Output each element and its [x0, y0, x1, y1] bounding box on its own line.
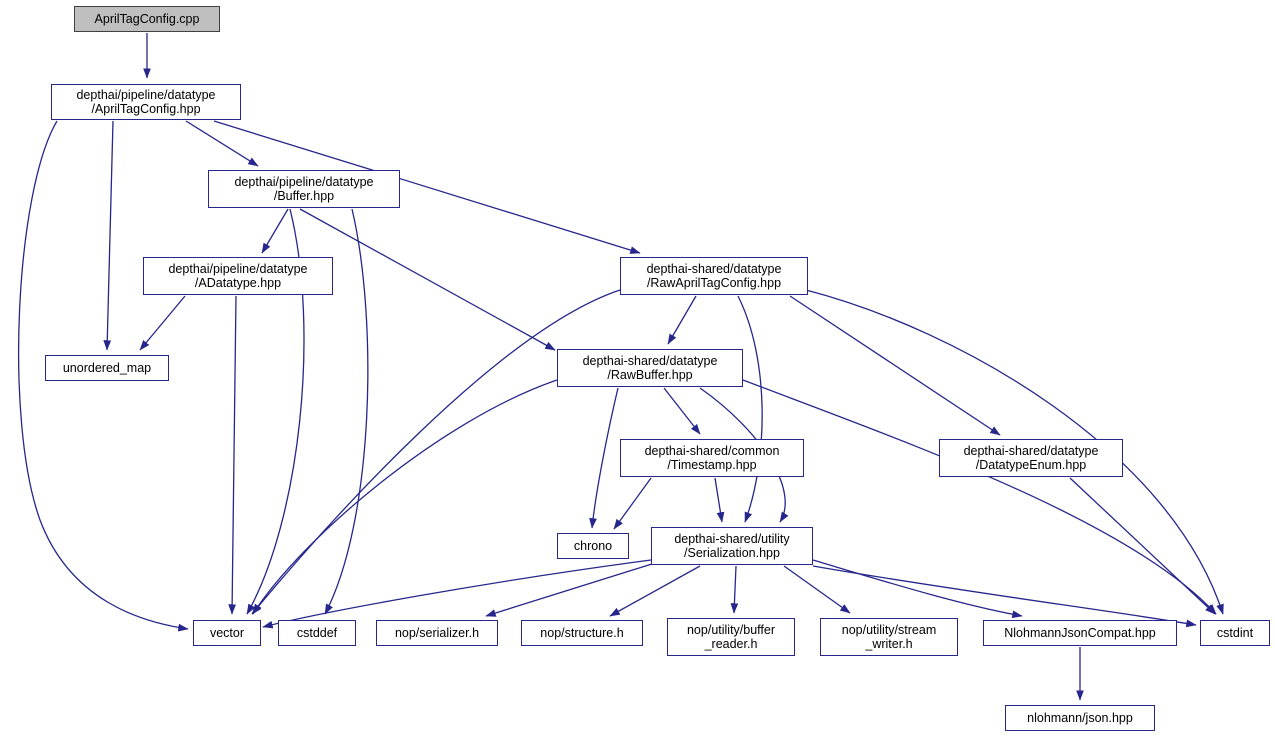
graph-node-depthai-shared-datatype-RawBuffer-hpp[interactable] [557, 349, 743, 387]
graph-node-nop-serializer-h[interactable] [376, 620, 498, 646]
graph-node-vector[interactable] [193, 620, 261, 646]
graph-node-nop-utility-buffer-reader-h[interactable] [667, 618, 795, 656]
node-label-line: depthai-shared/datatype [646, 262, 782, 276]
edge-serialization-to-nlohmannJsonCompat [813, 560, 1022, 616]
graph-node-depthai-pipeline-datatype-Buffer-hpp[interactable] [208, 170, 400, 208]
graph-node-chrono[interactable] [557, 533, 629, 559]
node-label-line: /AprilTagConfig.hpp [91, 102, 201, 116]
graph-node-nop-utility-stream-writer-h[interactable] [820, 618, 958, 656]
node-label-line: depthai-shared/datatype [582, 354, 718, 368]
edge-rawAprilTagConfig-to-rawBuffer [668, 296, 696, 344]
graph-node-depthai-shared-common-Timestamp-hpp[interactable] [620, 439, 804, 477]
node-label-line: NlohmannJsonCompat.hpp [1004, 626, 1156, 640]
graph-node-nop-structure-h[interactable] [521, 620, 643, 646]
edge-timestamp-to-chrono [614, 478, 651, 529]
edge-serialization-to-cstdint [813, 566, 1196, 625]
edge-serialization-to-vector [263, 560, 651, 627]
graph-node-depthai-shared-datatype-RawAprilTagConfig-hpp[interactable] [620, 257, 808, 295]
edge-timestamp-to-serialization [715, 478, 722, 522]
node-label-line: cstddef [296, 626, 338, 640]
edge-rawBuffer-to-timestamp [664, 388, 700, 434]
edge-serialization-to-nopStructure [610, 566, 700, 616]
graph-node-cstdint[interactable] [1200, 620, 1270, 646]
graph-node-NlohmannJsonCompat-hpp[interactable] [983, 620, 1177, 646]
edge-rawAprilTagConfig-to-datatypeEnum [790, 296, 1000, 435]
node-label-line: AprilTagConfig.cpp [94, 12, 200, 26]
edge-datatypeEnum-to-cstdint [1070, 478, 1215, 614]
node-label-line: _reader.h [704, 637, 758, 651]
graph-node-depthai-pipeline-datatype-AprilTagConfig-hpp[interactable] [51, 84, 241, 120]
node-label-line: chrono [573, 539, 613, 553]
edge-rawAprilTagConfig-to-vector [252, 290, 620, 614]
node-label-line: unordered_map [62, 361, 152, 375]
edge-aprilTagConfigHpp-to-unorderedMap [107, 121, 113, 350]
node-label-line: nlohmann/json.hpp [1027, 711, 1133, 725]
edge-adatatype-to-unorderedMap [140, 296, 185, 350]
edge-rawAprilTagConfig-to-serialization [738, 296, 762, 522]
graph-node-depthai-shared-datatype-DatatypeEnum-hpp[interactable] [939, 439, 1123, 477]
node-label-line: depthai/pipeline/datatype [168, 262, 308, 276]
node-label-line: vector [209, 626, 245, 640]
node-label-line: /DatatypeEnum.hpp [975, 458, 1087, 472]
edge-buffer-to-adatatype [262, 209, 288, 253]
node-label-line: /RawBuffer.hpp [607, 368, 693, 382]
node-label-line: _writer.h [865, 637, 913, 651]
graph-node-depthai-pipeline-datatype-ADatatype-hpp[interactable] [143, 257, 333, 295]
node-label-line: /Serialization.hpp [684, 546, 780, 560]
node-label-line: /ADatatype.hpp [194, 276, 282, 290]
node-label-line: nop/utility/stream [841, 623, 937, 637]
node-label-line: /Timestamp.hpp [667, 458, 757, 472]
edge-aprilTagConfigHpp-to-buffer [186, 121, 258, 166]
edge-serialization-to-nopSerializer [486, 563, 655, 616]
node-label-line: depthai/pipeline/datatype [76, 88, 216, 102]
edge-rawBuffer-to-chrono [592, 388, 618, 528]
edge-serialization-to-bufferReader [734, 566, 736, 613]
node-label-line: nop/structure.h [540, 626, 624, 640]
edge-rawBuffer-to-vector [253, 380, 557, 614]
edge-rawBuffer-to-cstdint [743, 380, 1216, 614]
node-label-line: depthai-shared/common [644, 444, 780, 458]
graph-node-depthai-shared-utility-Serialization-hpp[interactable] [651, 527, 813, 565]
node-label-line: cstdint [1216, 626, 1254, 640]
edge-adatatype-to-vector [232, 296, 236, 614]
node-label-line: depthai-shared/utility [674, 532, 790, 546]
graph-node-unordered-map[interactable] [45, 355, 169, 381]
node-label-line: nop/serializer.h [394, 626, 480, 640]
node-label-line: nop/utility/buffer [686, 623, 776, 637]
node-label-line: /Buffer.hpp [273, 189, 335, 203]
node-label-line: /RawAprilTagConfig.hpp [646, 276, 782, 290]
graph-node-cstddef[interactable] [278, 620, 356, 646]
edge-buffer-to-rawBuffer [300, 209, 555, 350]
node-label-line: depthai-shared/datatype [963, 444, 1099, 458]
edge-serialization-to-streamWriter [784, 566, 850, 613]
graph-node-nlohmann-json-hpp[interactable] [1005, 705, 1155, 731]
node-label-line: depthai/pipeline/datatype [234, 175, 374, 189]
graph-node-aprilTagConfig-cpp[interactable] [74, 6, 220, 32]
